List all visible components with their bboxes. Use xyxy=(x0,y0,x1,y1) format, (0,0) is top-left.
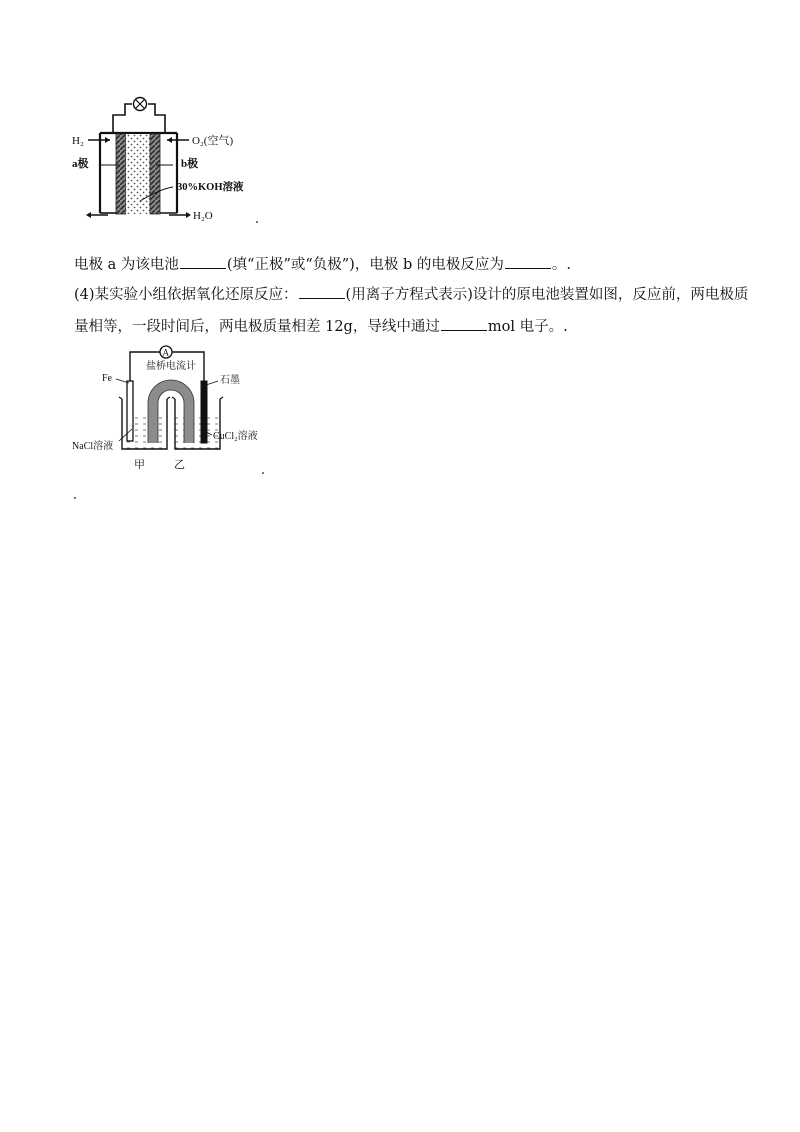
graphite-electrode xyxy=(201,381,207,443)
speck xyxy=(74,497,76,499)
speck xyxy=(256,221,258,223)
question-line-1 xyxy=(74,254,571,275)
line3-text-b: mol 电子。. xyxy=(487,319,568,335)
fuel-cell-diagram xyxy=(70,95,260,225)
electrode-b xyxy=(150,134,160,214)
line2-text-a: (4)某实验小组依据氧化还原反应： xyxy=(74,287,298,303)
graphite-leader xyxy=(206,381,218,385)
label-h2: H₂ xyxy=(72,135,84,147)
label-h2o: H₂O xyxy=(193,210,213,222)
line1-text-a: 电极 a 为该电池 xyxy=(74,257,179,273)
answer-blank-ionic-equation[interactable] xyxy=(299,284,345,299)
speck xyxy=(262,472,264,474)
answer-blank-electrode-a[interactable] xyxy=(180,254,226,269)
line1-text-b: (填“正极”或“负极”)，电极 b 的电极反应为 xyxy=(226,257,504,273)
ammeter-label: A xyxy=(162,347,169,358)
lamp-icon xyxy=(134,98,147,111)
label-nacl: NaCl溶液 xyxy=(72,441,114,452)
label-graphite: 石墨 xyxy=(220,375,240,386)
line2-text-b: (用离子方程式表示)设计的原电池装置如图，反应前，两电极质 xyxy=(345,287,749,303)
electrolyte-region xyxy=(126,134,150,214)
label-electrolyte: 30%KOH溶液 xyxy=(177,182,244,193)
label-yi: 乙 xyxy=(174,459,185,471)
galvanic-cell-diagram xyxy=(70,343,270,475)
fe-electrode xyxy=(127,381,133,441)
label-fe: Fe xyxy=(102,373,112,384)
answer-blank-electron-moles[interactable] xyxy=(441,316,487,331)
label-b-pole: b极 xyxy=(181,158,199,170)
question-line-2 xyxy=(74,284,748,305)
label-o2: O₂(空气) xyxy=(192,135,234,147)
label-a-pole: a极 xyxy=(72,158,89,170)
fuel-cell-svg xyxy=(70,95,260,225)
line1-text-c: 。. xyxy=(551,257,571,273)
beaker-yi-lip xyxy=(172,397,223,399)
ammeter-icon xyxy=(160,346,172,358)
galvanic-cell-svg xyxy=(70,343,270,475)
electrode-a xyxy=(116,134,126,214)
answer-blank-electrode-b-reaction[interactable] xyxy=(505,254,551,269)
label-cucl2: CuCl₂溶液 xyxy=(213,431,258,442)
label-jia: 甲 xyxy=(134,459,145,471)
label-galvanometer: 电流计 xyxy=(166,361,196,372)
line3-text-a: 量相等，一段时间后，两电极质量相差 12g，导线中通过 xyxy=(74,319,440,335)
label-salt-bridge: 盐桥 xyxy=(146,361,166,372)
question-line-3 xyxy=(74,316,568,337)
